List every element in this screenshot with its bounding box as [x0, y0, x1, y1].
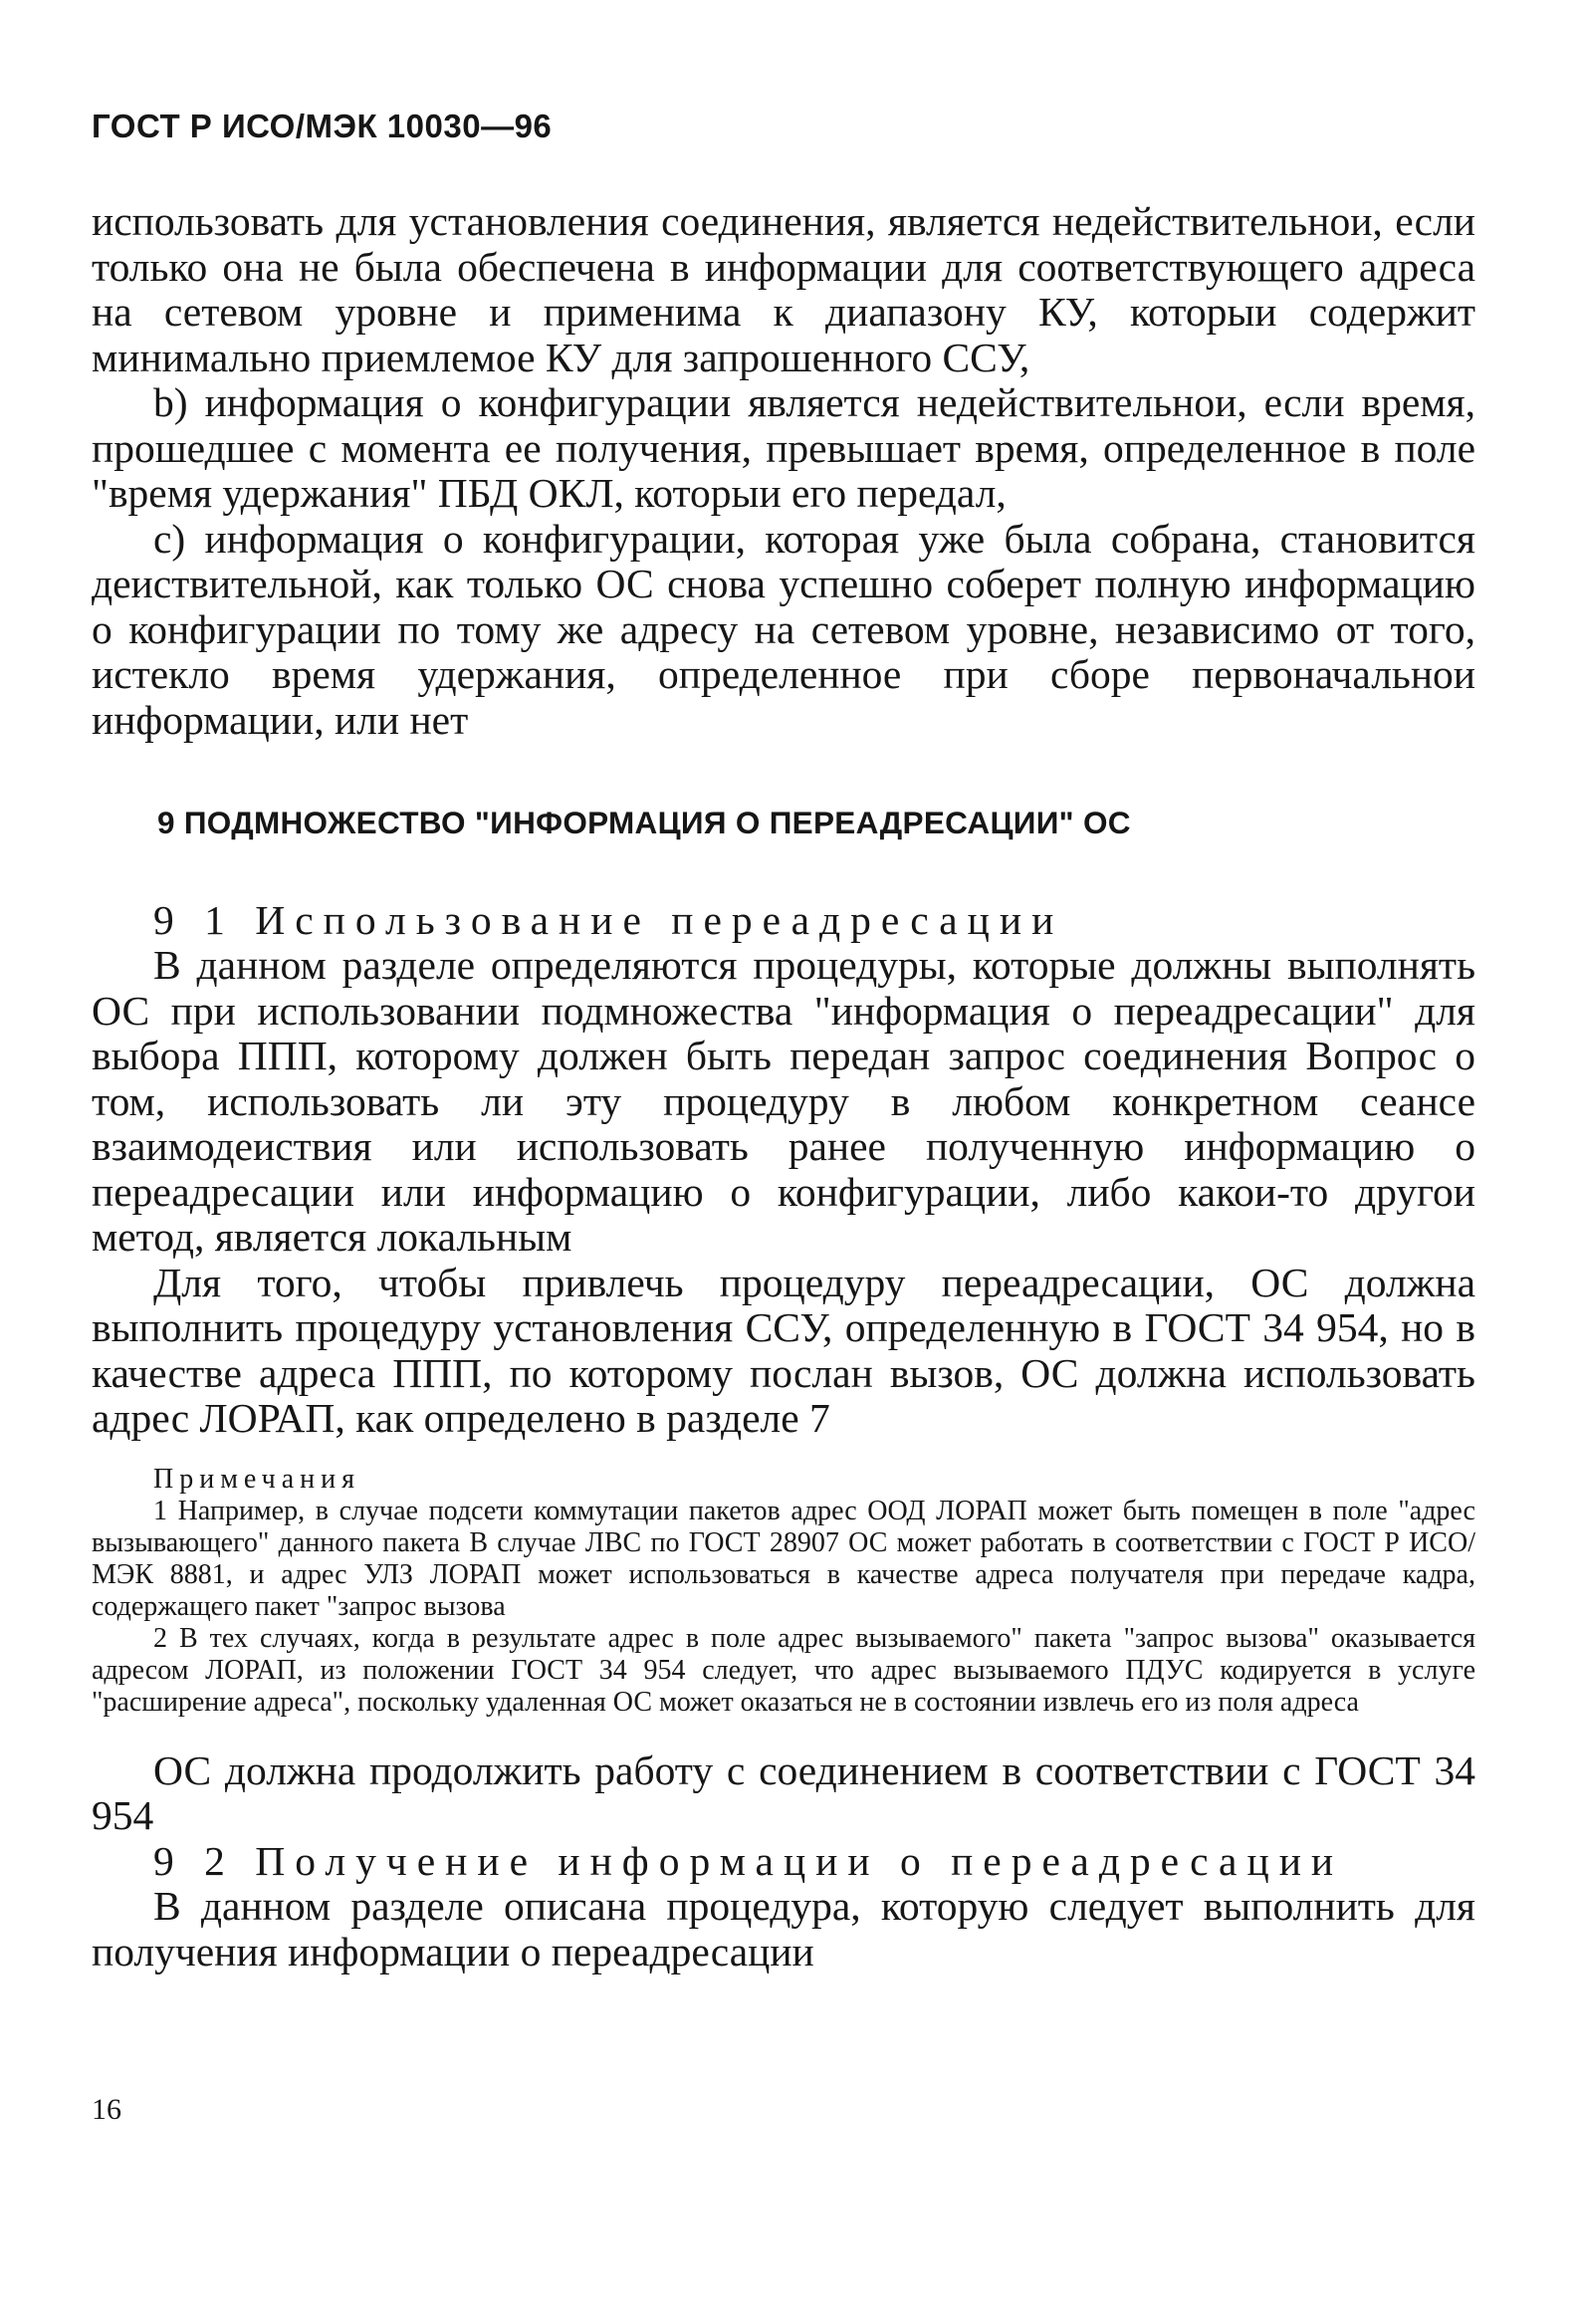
paragraph: ОС должна продолжить работу с соединением в соответствии с ГОСТ 34 954 [92, 1746, 1475, 1838]
standard-header: ГОСТ Р ИСО/МЭК 10030—96 [92, 108, 553, 144]
section-heading-9: 9 ПОДМНОЖЕСТВО "ИНФОРМАЦИЯ О ПЕРЕАДРЕСАЦИИ" ОС [157, 805, 1131, 840]
list-item-c: с) информация о конфигурации, которая уже была собрана, становится деиствительной, как только ОС снова успешно соберет полную информацию о конфигурации по тому же адресу на сетевом уровне, независимо от того, истекло время удержания, определенное при сборе первоначальнои информации, или нет [92, 515, 1475, 743]
paragraph: В данном разделе описана процедура, которую следует выполнить для получения информации о переадресации [92, 1883, 1475, 1975]
page-number: 16 [92, 2093, 121, 2126]
list-item-b: b) информация о конфигурации является недействительнои, если время, прошедшее с момента ее получения, превышает время, определенное в поле "время удержания" ПБД ОКЛ, которыи его передал, [92, 379, 1475, 516]
paragraph: Для того, чтобы привлечь процедуру переадресации, ОС должна выполнить процедуру установления ССУ, определенную в ГОСТ 34 954, но в качестве адреса ППП, по которому послан вызов, ОС должна использовать адрес ЛОРАП, как определено в разделе 7 [92, 1259, 1475, 1441]
note-1: 1 Например, в случае подсети коммутации пакетов адрес ООД ЛОРАП может быть помещен в поле "адрес вызывающего" данного пакета В случае ЛВС по ГОСТ 28907 ОС может работать в соответствии с ГОСТ Р ИСО/МЭК 8881, и адрес УЛЗ ЛОРАП может использоваться в качестве адреса получателя при передаче кадра, содержащего пакет "запрос вызова [92, 1495, 1475, 1622]
document-body [92, 199, 1475, 1975]
subsection-heading-9-1: 9 1 Использование переадресации [153, 896, 1064, 943]
notes-title: Примечания [153, 1463, 361, 1495]
note-2: 2 В тех случаях, когда в результате адрес в поле адрес вызываемого" пакета "запрос вызова" оказывается адресом ЛОРАП, из положении ГОСТ 34 954 следует, что адрес вызываемого ПДУС кодируется в услуге "расширение адреса", поскольку удаленная ОС может оказаться не в состоянии извлечь его из поля адреса [92, 1622, 1475, 1718]
paragraph-continuation: использовать для установления соединения, является недействительнои, если только она не была обеспечена в информации для соответствующего адреса на сетевом уровне и применима к диапазону КУ, которыи содержит минимально приемлемое КУ для запрошенного ССУ, [92, 198, 1475, 380]
paragraph: В данном разделе определяются процедуры, которые должны выполнять ОС при использовании подмножества "информация о переадресации" для выбора ППП, которому должен быть передан запрос соединения Вопрос о том, использовать ли эту процедуру в любом конкретном сеансе взаимодеиствия или использовать ранее полученную информацию о переадресации или информацию о конфигурации, либо какои-то другои метод, является локальным [92, 942, 1475, 1260]
subsection-heading-9-2: 9 2 Получение информации о переадресации [153, 1837, 1344, 1884]
notes-block [92, 1464, 1475, 1719]
